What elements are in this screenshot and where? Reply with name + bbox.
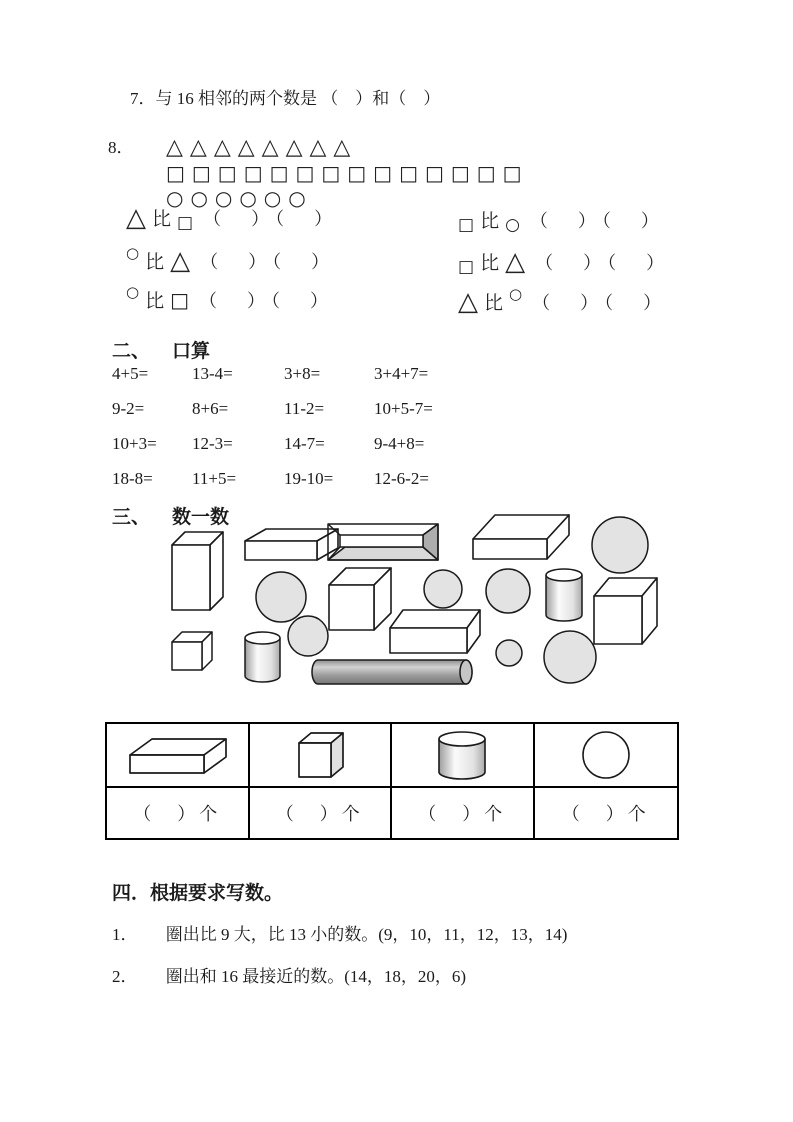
section-4-heading: 四．根据要求写数。 <box>112 883 284 904</box>
math-problem: 3+4+7= <box>374 364 429 383</box>
comparison-row-left-3 <box>126 283 335 313</box>
math-problem: 11+5= <box>192 469 237 488</box>
answer-cell: （ ）个 <box>250 788 393 838</box>
answer-blanks: （ ）（ ） <box>532 292 668 313</box>
circle-shape: ○ <box>126 283 140 301</box>
comparison-row-left-1 <box>126 204 338 231</box>
comparison-row-left-2 <box>126 244 336 276</box>
section-3-title: 数一数 <box>172 507 230 528</box>
math-problem: 10+5-7= <box>374 399 433 418</box>
math-problem: 11-2= <box>284 399 325 418</box>
sphere-shape <box>256 572 306 622</box>
math-problem: 3+8= <box>284 364 321 383</box>
count-table-cube-cell <box>250 724 393 788</box>
triangle-shape: △ <box>170 245 191 276</box>
square-shape: □ <box>177 213 194 233</box>
cuboid-shape <box>328 524 438 560</box>
square-shape: □ <box>458 215 475 235</box>
square-shape: □ <box>458 257 475 277</box>
cuboid-shape <box>245 529 338 560</box>
count-table-cuboid-cell <box>107 724 250 788</box>
cuboid-shape <box>473 515 569 559</box>
question-7 <box>130 84 440 109</box>
item-1-number: 1． <box>112 925 138 944</box>
cube-shape <box>329 568 391 630</box>
cylinder-shape <box>245 632 280 682</box>
section-2-number: 二、 <box>112 341 151 362</box>
section-2-heading <box>112 336 210 363</box>
compare-word: 比 <box>480 211 500 232</box>
math-problem: 13-4= <box>192 364 233 383</box>
question-7-text: 与 16 相邻的两个数是 （ ）和（ ） <box>155 89 441 108</box>
triangle-shape: △ <box>505 246 526 277</box>
answer-blanks: （ ）（ ） <box>529 210 665 231</box>
answer-blanks: （ ）（ ） <box>200 251 336 272</box>
section-4-item-2 <box>112 962 466 987</box>
cube-shape <box>594 578 657 644</box>
cube-icon <box>290 728 350 783</box>
triangle-shape: △ <box>458 286 478 317</box>
math-problem: 18-8= <box>112 469 153 488</box>
compare-word: 比 <box>480 253 500 274</box>
square-row: □□□□□□□□□□□□□□ <box>166 161 529 185</box>
cuboid-shape <box>172 532 223 610</box>
cylinder-icon <box>432 728 492 783</box>
math-problem: 9-4+8= <box>374 434 425 453</box>
answer-blanks: （ ）（ ） <box>199 290 335 311</box>
shapes-scene-illustration <box>100 498 680 698</box>
section-4-item-1 <box>112 920 567 945</box>
count-table-sphere-cell <box>535 724 678 788</box>
sphere-icon <box>576 728 636 783</box>
answer-cell: （ ）个 <box>392 788 535 838</box>
sphere-shape <box>592 517 648 573</box>
circle-shape: ○ <box>505 215 520 235</box>
cylinder-shape <box>546 569 582 621</box>
count-table <box>105 722 679 840</box>
count-table-cylinder-cell <box>392 724 535 788</box>
oral-math-grid <box>112 364 514 489</box>
comparison-row-right-2 <box>458 248 670 275</box>
cylinder-shape <box>312 660 472 684</box>
sphere-shape <box>496 640 522 666</box>
sphere-shape <box>424 570 462 608</box>
math-problem: 8+6= <box>192 399 229 418</box>
item-2-text: 圈出和 16 最接近的数。(14，18，20，6) <box>165 967 467 986</box>
answer-blanks: （ ）（ ） <box>535 252 671 273</box>
triangle-row: △△△△△△△△ <box>166 135 358 160</box>
math-problem: 14-7= <box>284 434 325 453</box>
answer-blanks: （ ）（ ） <box>203 208 339 229</box>
circle-row: ○○○○○○ <box>166 186 313 210</box>
math-problem: 19-10= <box>284 469 334 488</box>
answer-cell: （ ）个 <box>107 788 250 838</box>
triangle-shape: △ <box>126 202 146 233</box>
sphere-shape <box>544 631 596 683</box>
sphere-shape <box>486 569 530 613</box>
compare-word: 比 <box>145 252 165 273</box>
compare-word: 比 <box>152 209 172 230</box>
comparison-row-right-3 <box>458 285 668 317</box>
math-problem: 10+3= <box>112 434 157 453</box>
compare-word: 比 <box>145 291 165 312</box>
item-1-text: 圈出比 9 大，比 13 小的数。(9，10，11，12，13，14) <box>165 925 568 944</box>
question-8-number: 8． <box>108 138 134 157</box>
square-shape: □ <box>170 287 190 312</box>
math-problem: 12-6-2= <box>374 469 429 488</box>
cuboid-icon <box>122 729 232 781</box>
section-3-number: 三、 <box>112 507 151 528</box>
question-7-number: 7． <box>130 89 156 108</box>
answer-cell: （ ）个 <box>561 804 650 824</box>
cuboid-shape <box>390 610 480 653</box>
circle-shape: ○ <box>509 285 523 303</box>
comparison-row-right-1 <box>458 206 665 233</box>
item-2-number: 2． <box>112 967 138 986</box>
section-2-title: 口算 <box>172 341 211 362</box>
circle-shape: ○ <box>126 244 140 262</box>
math-problem: 9-2= <box>112 399 145 418</box>
sphere-shape <box>288 616 328 656</box>
compare-word: 比 <box>484 293 504 314</box>
math-problem: 4+5= <box>112 364 149 383</box>
cube-shape <box>172 632 212 670</box>
math-problem: 12-3= <box>192 434 233 453</box>
